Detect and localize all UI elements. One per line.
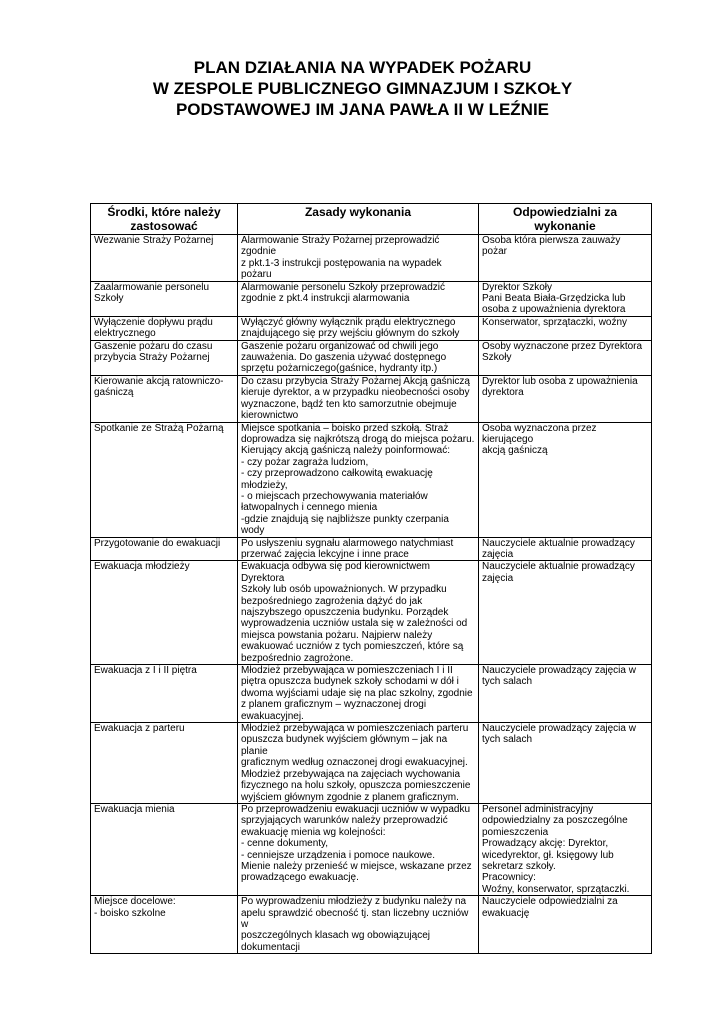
header-rules: Zasady wykonania — [238, 204, 479, 235]
table-row — [91, 896, 652, 954]
rules-cell: Gaszenie pożaru organizować od chwili jego zauważenia. Do gaszenia używać dostępnego sprzętu pożarniczego(gaśnice, hydranty itp.) — [238, 340, 479, 375]
responsible-cell: Nauczyciele aktualnie prowadzący zajęcia — [479, 561, 652, 665]
rules-cell: Miejsce spotkania – boisko przed szkołą. Straż doprowadza się najkrótszą drogą do miejsca pożaru. Kierujący akcją gaśniczą należy poinformować: - czy pożar zagraża ludziom, - czy przeprowadzono całkowitą ewakuację młodzieży, - o miejscach przechowywania materiałów łatwopalnych i cennego mienia -gdzie znajdują się najbliższe punkty czerpania wody — [238, 422, 479, 537]
measure-cell: Spotkanie ze Strażą Pożarną — [91, 422, 238, 537]
table-row — [91, 340, 652, 375]
table-header-row — [91, 204, 652, 235]
table-row — [91, 375, 652, 422]
responsible-cell: Nauczyciele prowadzący zajęcia w tych salach — [479, 723, 652, 804]
rules-cell: Wyłączyć główny wyłącznik prądu elektrycznego znajdującego się przy wejściu głównym do szkoły — [238, 316, 479, 340]
responsible-cell: Nauczyciele odpowiedzialni za ewakuację — [479, 896, 652, 954]
table-row — [91, 281, 652, 316]
responsible-cell: Nauczyciele prowadzący zajęcia w tych salach — [479, 665, 652, 723]
table-row — [91, 665, 652, 723]
rules-cell: Po wyprowadzeniu młodzieży z budynku należy na apelu sprawdzić obecność tj. stan liczebny uczniów w poszczególnych klasach wg obowiązującej dokumentacji — [238, 896, 479, 954]
document-title — [0, 57, 725, 120]
measure-cell: Ewakuacja z parteru — [91, 723, 238, 804]
responsible-cell: Konserwator, sprzątaczki, woźny — [479, 316, 652, 340]
measure-cell: Wyłączenie dopływu prądu elektrycznego — [91, 316, 238, 340]
header-measures: Środki, które należy zastosować — [91, 204, 238, 235]
table-row — [91, 803, 652, 895]
responsible-cell: Osoba wyznaczona przez kierującego akcją gaśniczą — [479, 422, 652, 537]
table-row — [91, 537, 652, 561]
responsible-cell: Osoba która pierwsza zauważy pożar — [479, 235, 652, 282]
rules-cell: Alarmowanie Straży Pożarnej przeprowadzić zgodnie z pkt.1-3 instrukcji postępowania na wypadek pożaru — [238, 235, 479, 282]
measure-cell: Ewakuacja młodzieży — [91, 561, 238, 665]
table-row — [91, 316, 652, 340]
measure-cell: Gaszenie pożaru do czasu przybycia Straży Pożarnej — [91, 340, 238, 375]
measure-cell: Ewakuacja mienia — [91, 803, 238, 895]
measure-cell: Przygotowanie do ewakuacji — [91, 537, 238, 561]
table-row — [91, 422, 652, 537]
fire-action-plan-table — [90, 203, 652, 954]
title-line-1: PLAN DZIAŁANIA NA WYPADEK POŻARU — [193, 58, 532, 77]
responsible-cell: Dyrektor Szkoły Pani Beata Biała-Grzędzicka lub osoba z upoważnienia dyrektora — [479, 281, 652, 316]
header-responsible: Odpowiedzialni za wykonanie — [479, 204, 652, 235]
measure-cell: Kierowanie akcją ratowniczo- gaśniczą — [91, 375, 238, 422]
title-line-2: W ZESPOLE PUBLICZNEGO GIMNAZJUM I SZKOŁY — [152, 79, 573, 98]
responsible-cell: Dyrektor lub osoba z upoważnienia dyrektora — [479, 375, 652, 422]
measure-cell: Zaalarmowanie personelu Szkoły — [91, 281, 238, 316]
responsible-cell: Nauczyciele aktualnie prowadzący zajęcia — [479, 537, 652, 561]
rules-cell: Do czasu przybycia Straży Pożarnej Akcją gaśniczą kieruje dyrektor, a w przypadku nieobecności osoby wyznaczone, bądź ten kto samorzutnie obejmuje kierownictwo — [238, 375, 479, 422]
rules-cell: Alarmowanie personelu Szkoły przeprowadzić zgodnie z pkt.4 instrukcji alarmowania — [238, 281, 479, 316]
title-line-3: PODSTAWOWEJ IM JANA PAWŁA II W LEŹNIE — [175, 100, 550, 119]
measure-cell: Miejsce docelowe: - boisko szkolne — [91, 896, 238, 954]
rules-cell: Po usłyszeniu sygnału alarmowego natychmiast przerwać zajęcia lekcyjne i inne prace — [238, 537, 479, 561]
table-row — [91, 723, 652, 804]
measure-cell: Wezwanie Straży Pożarnej — [91, 235, 238, 282]
rules-cell: Młodzież przebywająca w pomieszczeniach parteru opuszcza budynek wyjściem głównym – jak na planie graficznym według oznaczonej drogi ewakuacyjnej. Młodzież przebywająca na zajęciach wychowania fizycznego na holu szkoły, opuszcza pomieszczenie wyjściem głównym zgodnie z planem graficznym. — [238, 723, 479, 804]
rules-cell: Młodzież przebywająca w pomieszczeniach I i II piętra opuszcza budynek szkoły schodami w dół i dwoma wyjściami udaje się na plac szkolny, zgodnie z planem graficznym – wyznaczonej drogi ewakuacyjnej. — [238, 665, 479, 723]
table-row — [91, 235, 652, 282]
rules-cell: Po przeprowadzeniu ewakuacji uczniów w wypadku sprzyjających warunków należy przeprowadzić ewakuację mienia wg kolejności: - cenne dokumenty, - cenniejsze urządzenia i pomoce naukowe. Mienie należy przenieść w miejsce, wskazane przez prowadzącego ewakuację. — [238, 803, 479, 895]
measure-cell: Ewakuacja z I i II piętra — [91, 665, 238, 723]
responsible-cell: Personel administracyjny odpowiedzialny za poszczególne pomieszczenia Prowadzący akcję: Dyrektor, wicedyrektor, gł. księgowy lub sekretarz szkoły. Pracownicy: Woźny, konserwator, sprzątaczki. — [479, 803, 652, 895]
responsible-cell: Osoby wyznaczone przez Dyrektora Szkoły — [479, 340, 652, 375]
table-row — [91, 561, 652, 665]
rules-cell: Ewakuacja odbywa się pod kierownictwem Dyrektora Szkoły lub osób upoważnionych. W przypadku bezpośredniego zagrożenia dążyć do jak najszybszego opuszczenia budynku. Porządek wyprowadzenia uczniów ustala się w zależności od miejsca powstania pożaru. Najpierw należy ewakuować uczniów z tych pomieszczeń, które są bezpośrednio zagrożone. — [238, 561, 479, 665]
